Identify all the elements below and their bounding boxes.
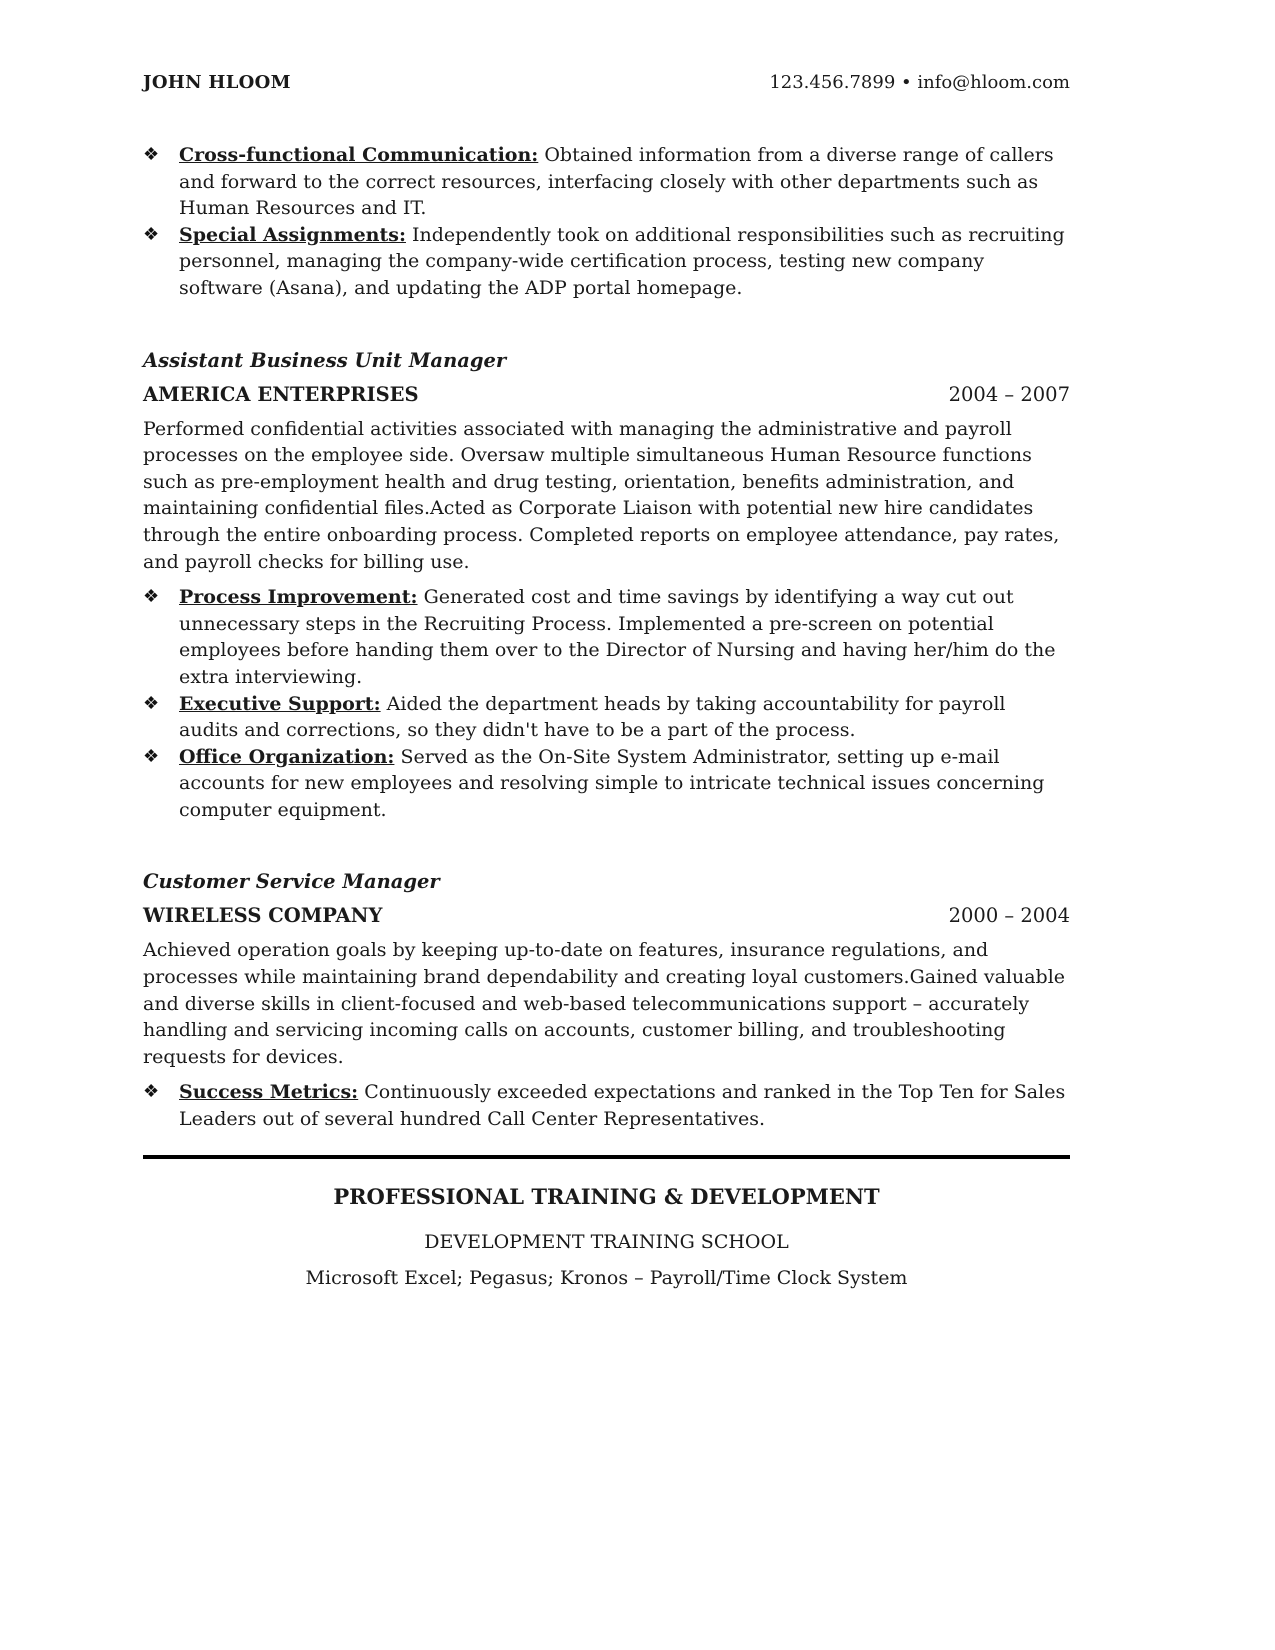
bullet-item [143,584,1070,690]
bullet-text: Served as the On-Site System Administrator, setting up e-mail accounts for new employees and resolving simple to intricate technical issues concerning computer equipment. [179,745,1045,821]
resume-header [143,72,1070,93]
training-heading: PROFESSIONAL TRAINING & DEVELOPMENT [333,1183,880,1209]
diamond-bullet-icon: ❖ [143,745,160,767]
bullet-item [143,142,1070,222]
section-divider [143,1155,1070,1159]
resume-page [143,0,1070,1650]
diamond-bullet-icon: ❖ [143,144,160,165]
contact-info: 123.456.7899 • info@hloom.com [769,72,1070,93]
company-name: WIRELESS COMPANY [143,904,383,928]
job-entry [143,348,1070,824]
bullet-item [143,222,1070,302]
job-title: Assistant Business Unit Manager [143,348,507,372]
bullet-text: Independently took on additional responsibilities such as recruiting personnel, managing the company-wide certification process, testing new company software (Asana), and updating the ADP portal homepage. [179,223,1065,299]
bullet-item [143,691,1070,744]
bullet-text: Generated cost and time savings by identifying a way cut out unnecessary steps in the Recruiting Process. Implemented a pre-screen on potential employees before handing them over to the Director of Nursing and having her/him do the extra interviewing. [179,586,1056,688]
bullet-label: Executive Support: [179,692,381,715]
diamond-bullet-icon: ❖ [143,692,160,714]
bullet-item [143,1079,1070,1132]
bullet-label: Success Metrics: [179,1081,359,1104]
diamond-bullet-icon: ❖ [143,586,160,608]
job-company-row [143,382,1070,408]
bullet-text: Continuously exceeded expectations and ranked in the Top Ten for Sales Leaders out of several hundred Call Center Representatives. [179,1081,1066,1131]
training-school: DEVELOPMENT TRAINING SCHOOL [424,1230,789,1253]
intro-bullet-list [143,142,1070,302]
candidate-name: JOHN HLOOM [143,72,291,93]
job-bullet-list [143,1079,1070,1132]
training-skills: Microsoft Excel; Pegasus; Kronos – Payroll/Time Clock System [305,1266,908,1289]
bullet-item [143,744,1070,824]
company-name: AMERICA ENTERPRISES [143,382,419,406]
job-title: Customer Service Manager [143,870,440,894]
diamond-bullet-icon: ❖ [143,223,160,245]
job-dates: 2004 – 2007 [948,382,1070,406]
bullet-label: Cross-functional Communication: [179,144,539,166]
job-company-row [143,903,1070,929]
job-description: Achieved operation goals by keeping up-to-date on features, insurance regulations, and processes while maintaining brand dependability and creating loyal customers.Gained valuable and diverse skills in client-focused and web-based telecommunications support – accurately handling and servicing incoming calls on accounts, customer billing, and troubleshooting requests for devices. [143,939,1066,1068]
bullet-text: Obtained information from a diverse range of callers and forward to the correct resources, interfacing closely with other departments such as Human Resources and IT. [179,144,1054,220]
bullet-text: Aided the department heads by taking accountability for payroll audits and corrections, so they didn't have to be a part of the process. [179,692,1006,742]
job-dates: 2000 – 2004 [948,904,1070,928]
job-description: Performed confidential activities associated with managing the administrative and payroll processes on the employee side. Oversaw multiple simultaneous Human Resource functions such as pre-employment health and drug testing, orientation, benefits administration, and maintaining confidential files.Acted as Corporate Liaison with potential new hire candidates through the entire onboarding process. Completed reports on employee attendance, pay rates, and payroll checks for billing use. [143,417,1060,573]
bullet-label: Process Improvement: [179,586,418,609]
resume-content [143,142,1070,1291]
diamond-bullet-icon: ❖ [143,1081,160,1103]
job-bullet-list [143,584,1070,823]
job-entry [143,869,1070,1132]
bullet-label: Special Assignments: [179,223,406,246]
bullet-label: Office Organization: [179,745,395,768]
